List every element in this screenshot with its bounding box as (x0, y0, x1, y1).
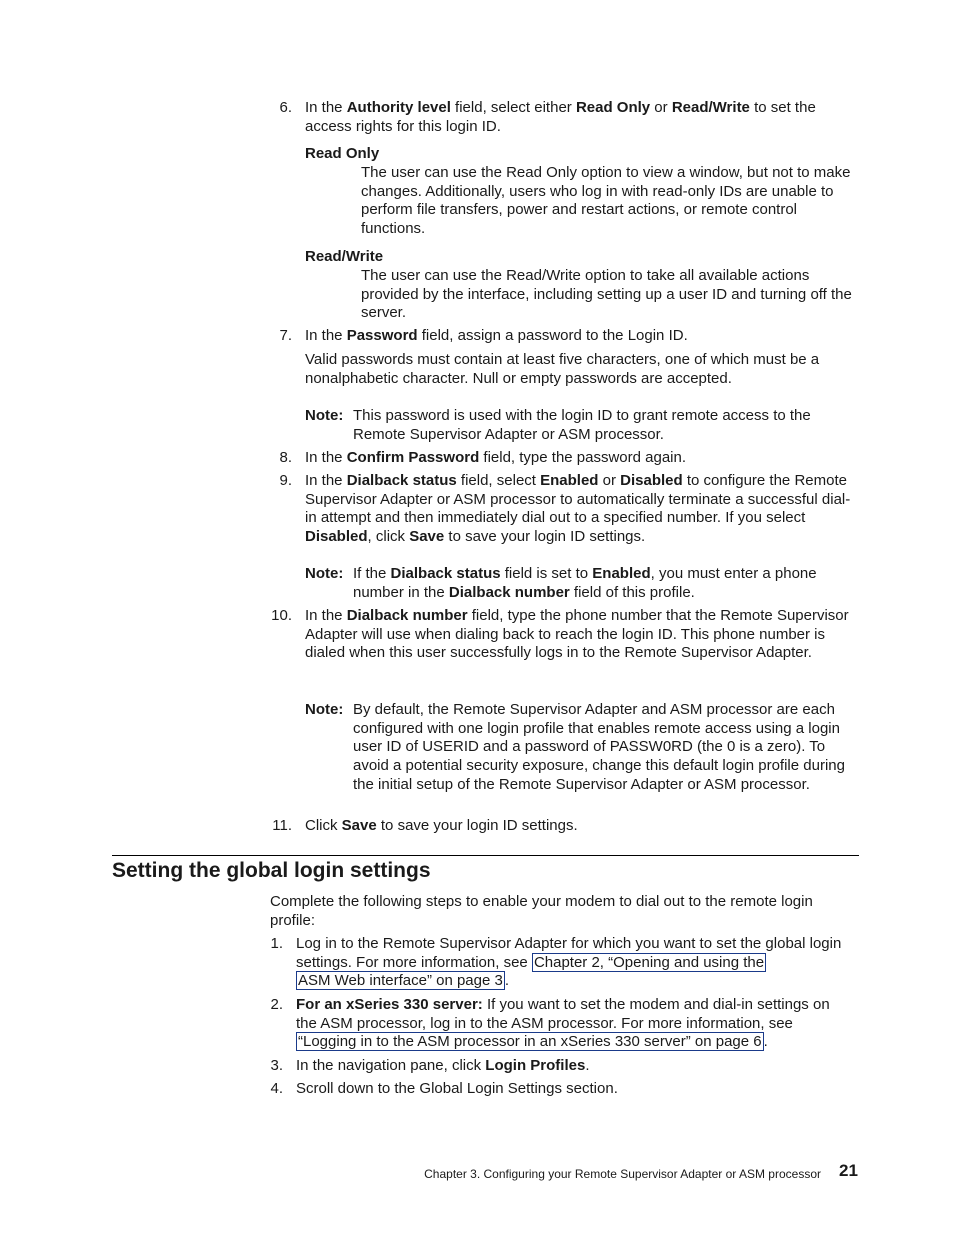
chapter-2-link[interactable]: Chapter 2, “Opening and using the (533, 953, 765, 971)
term-read-only: Read Only (305, 145, 380, 162)
definition-read-write: The user can use the Read/Write option to take all available actions provided by the interface, including setting up a user ID and turning off the server. (361, 267, 852, 322)
note-text: This password is used with the login ID to grant remote access to the Remote Supervisor Adapter or ASM processor. (353, 407, 811, 443)
definition-read-only: The user can use the Read Only option to view a window, but not to make changes. Additionally, users who log in with read-only IDs are unable to perform file transfers, power and restart actions, or remote control functions. (361, 164, 851, 238)
step-text: Scroll down to the Global Login Settings section. (296, 1080, 618, 1097)
section-divider (112, 855, 859, 856)
note-label: Note: (305, 407, 344, 424)
step-text: Click Save to save your login ID settings. (305, 817, 578, 834)
page-number: 21 (839, 1161, 858, 1180)
step-text: In the Authority level field, select either Read Only or Read/Write to set the access rights for this login ID. (305, 99, 816, 135)
step-number: 8. (279, 449, 292, 466)
step-number: 9. (279, 472, 292, 489)
step-text: In the Password field, assign a password to the Login ID. (305, 327, 688, 344)
step-number: 11. (272, 817, 292, 834)
step-text: For an xSeries 330 server: If you want to set the modem and dial-in settings on the ASM processor, log in to the ASM processor. For more information, see “Logging in to the ASM processor in an xSeries 330 server” on page 6 . (296, 996, 830, 1051)
step-text: In the Dialback status field, select Enabled or Disabled to configure the Remote Supervisor Adapter or ASM processor to automatically terminate a successful dial-in attempt and then immediately dial out to a specified number. If you select Disabled, click Save to save your login ID settings. (305, 472, 851, 546)
step-number: 3. (270, 1057, 283, 1074)
step-text: In the navigation pane, click Login Profiles. (296, 1057, 590, 1074)
section-heading: Setting the global login settings (112, 859, 431, 882)
step-text: Log in to the Remote Supervisor Adapter for which you want to set the global login settings. For more information, see Chapter 2, “Opening and using the ASM Web interface” on page 3 . (296, 935, 842, 990)
step-number: 6. (279, 99, 292, 116)
note-label: Note: (305, 701, 344, 718)
step-number: 7. (279, 327, 292, 344)
note-text: If the Dialback status field is set to Enabled, you must enter a phone number in the Dialback number field of this profile. (353, 565, 817, 601)
step-number: 10. (271, 607, 292, 624)
step-number: 1. (270, 935, 283, 952)
step-number: 4. (270, 1080, 283, 1097)
step-text: In the Confirm Password field, type the password again. (305, 449, 687, 466)
step-number: 2. (270, 996, 283, 1013)
footer-chapter: Chapter 3. Configuring your Remote Supervisor Adapter or ASM processor (424, 1167, 821, 1181)
term-read-write: Read/Write (305, 248, 384, 265)
section-intro: Complete the following steps to enable your modem to dial out to the remote login profile: (270, 893, 813, 929)
note-text: By default, the Remote Supervisor Adapter and ASM processor are each configured with one login profile that enables remote access using a login user ID of USERID and a password of PASSW0RD (the 0 is a zero). To avoid a potential security exposure, change this default login profile during the initial setup of the Remote Supervisor Adapter or ASM processor. (353, 701, 845, 793)
chapter-2-link-continued[interactable]: ASM Web interface” on page 3 (298, 972, 503, 990)
step-text: In the Dialback number field, type the phone number that the Remote Supervisor Adapter will use when dialing back to reach the login ID. This phone number is dialed when this user successfully logs in to the Remote Supervisor Adapter. (305, 607, 849, 662)
logging-in-link[interactable]: “Logging in to the ASM processor in an xSeries 330 server” on page 6 (298, 1033, 762, 1051)
step-paragraph: Valid passwords must contain at least five characters, one of which must be a nonalphabetic character. Null or empty passwords are accepted. (305, 351, 820, 387)
note-label: Note: (305, 565, 344, 582)
